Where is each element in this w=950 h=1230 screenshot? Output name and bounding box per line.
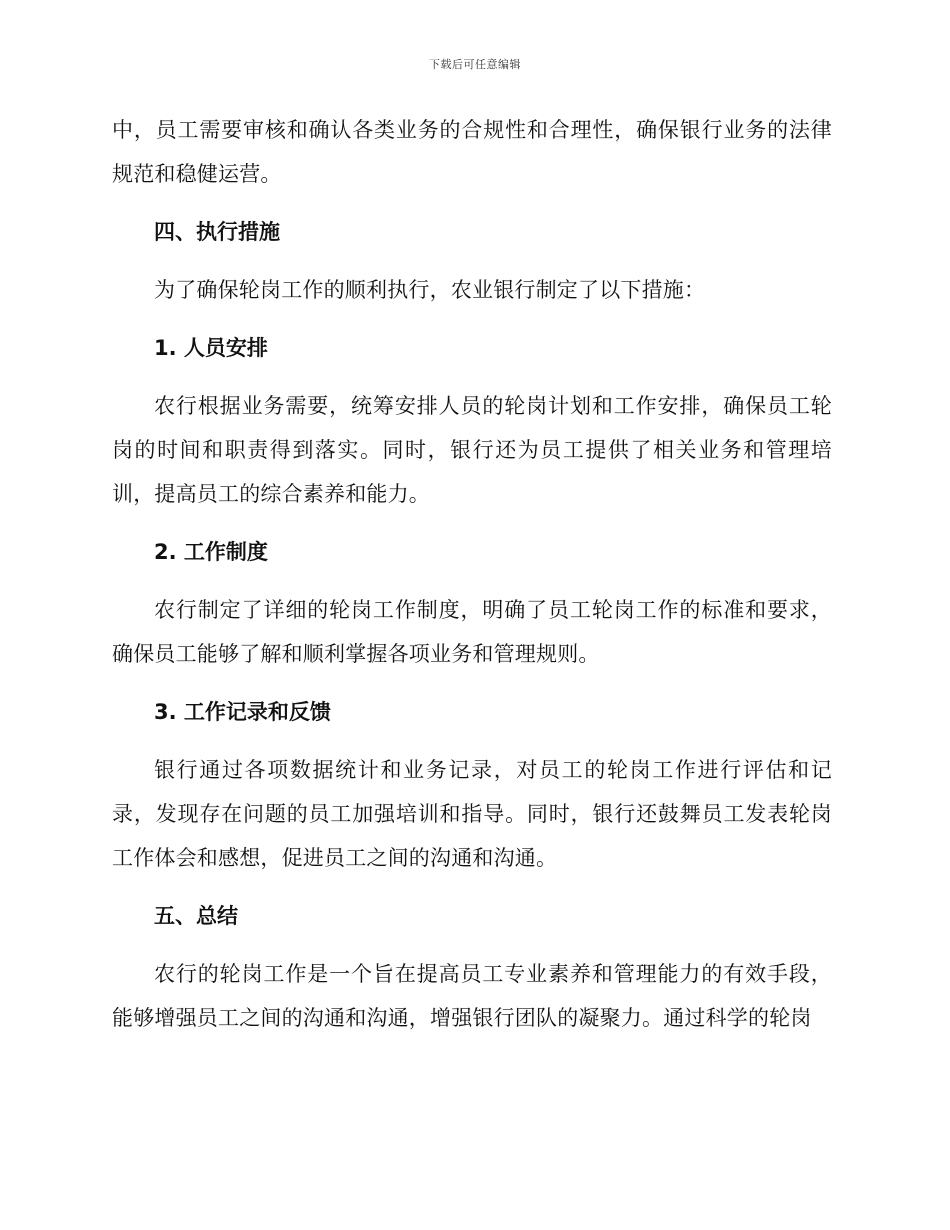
paragraph-staffing: 农行根据业务需要，统筹安排人员的轮岗计划和工作安排，确保员工轮岗的时间和职责得到落实。同时，银行还为员工提供了相关业务和管理培训，提高员工的综合素养和能力。 — [112, 394, 832, 506]
paragraph-work-system: 农行制定了详细的轮岗工作制度，明确了员工轮岗工作的标准和要求，确保员工能够了解和顺利掌握各项业务和管理规则。 — [112, 598, 832, 666]
subheading-work-system: 2. 工作制度 — [154, 540, 268, 564]
paragraph-summary: 农行的轮岗工作是一个旨在提高员工专业素养和管理能力的有效手段，能够增强员工之间的沟通和沟通，增强银行团队的凝聚力。通过科学的轮岗 — [112, 962, 832, 1030]
header-note: 下载后可任意编辑 — [429, 58, 521, 71]
section-heading-summary: 五、总结 — [154, 904, 238, 928]
paragraph-measures-intro: 为了确保轮岗工作的顺利执行，农业银行制定了以下措施： — [154, 278, 706, 302]
subheading-records-feedback: 3. 工作记录和反馈 — [154, 700, 331, 724]
subheading-staffing: 1. 人员安排 — [154, 336, 268, 360]
document-body — [112, 108, 832, 1054]
section-heading-execution-measures: 四、执行措施 — [154, 220, 280, 244]
paragraph-continued: 中，员工需要审核和确认各类业务的合规性和合理性，确保银行业务的法律规范和稳健运营。 — [112, 118, 832, 186]
paragraph-records-feedback: 银行通过各项数据统计和业务记录，对员工的轮岗工作进行评估和记录，发现存在问题的员工加强培训和指导。同时，银行还鼓舞员工发表轮岗工作体会和感想，促进员工之间的沟通和沟通。 — [112, 758, 832, 870]
